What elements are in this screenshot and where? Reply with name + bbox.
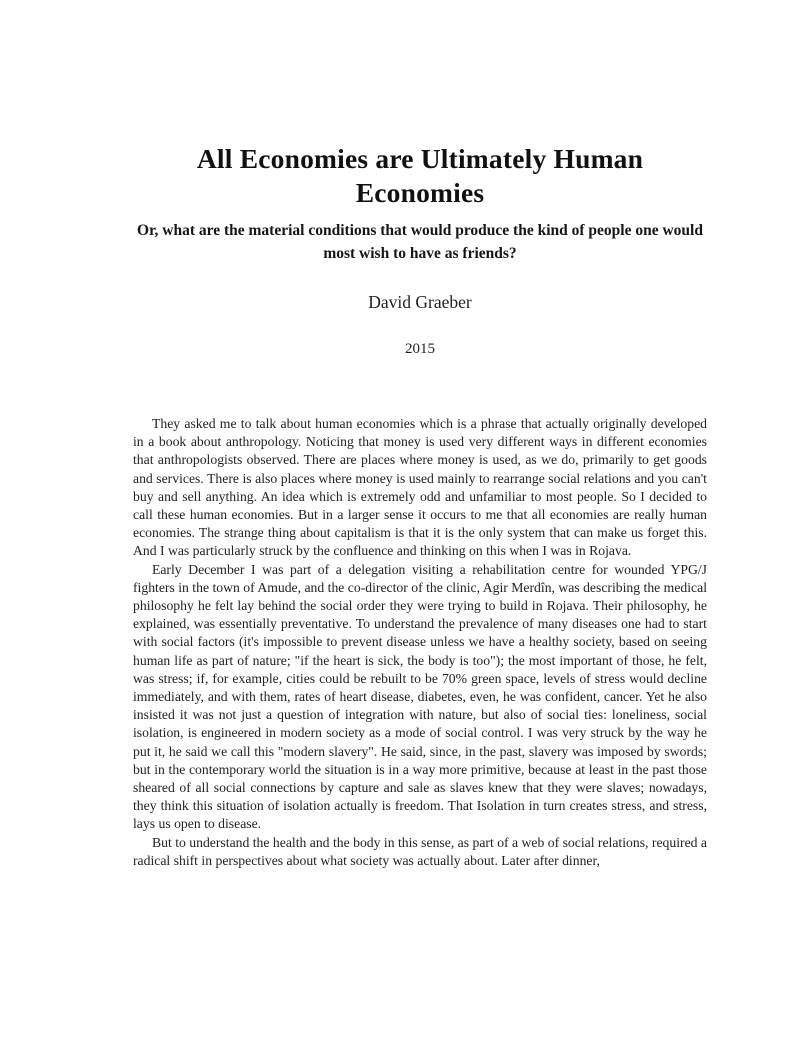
paragraph-1: They asked me to talk about human economies which is a phrase that actually originally developed in a book about anthropology. Noticing that money is used very different ways in different economies that anthropologists observed. There are places where money is used, as we do, primarily to get goods and services. There is also places where money is used mainly to rearrange social relations and you can't buy and sell anything. An idea which is extremely odd and unfamiliar to most people. So I decided to call these human economies. But in a larger sense it occurs to me that all economies are really human economies. The strange thing about capitalism is that it is the only system that can make us forget this. And I was particularly struck by the confluence and thinking on this when I was in Rojava. <box>133 416 707 559</box>
paragraph-2: Early December I was part of a delegation visiting a rehabilitation centre for wounded YPG/J fighters in the town of Amude, and the co-director of the clinic, Agir Merdîn, was describing the medical philosophy he felt lay behind the social order they were trying to build in Rojava. Their philosophy, he explained, was essentially preventative. To understand the prevalence of many diseases one had to start with social factors (it's impossible to prevent disease unless we have a healthy society, based on seeing human life as part of nature; "if the heart is sick, the body is too"); the most important of those, he felt, was stress; if, for example, cities could be rebuilt to be 70% green space, levels of stress would decline immediately, and with them, rates of heart disease, diabetes, even, he was confident, cancer. Yet he also insisted it was not just a question of integration with nature, but also of social ties: loneliness, social isolation, is engineered in modern society as a mode of social control. I was very struck by the way he put it, he said we call this "modern slavery". He said, since, in the past, slavery was imposed by swords; but in the contemporary world the situation is in a way more primitive, because at least in the past those sheared of all social connections by capture and sale as slaves knew that they were slaves; nowadays, they think this situation of isolation actually is freedom. That Isolation in turn creates stress, and stress, lays us open to disease. <box>133 561 707 832</box>
author-name: David Graeber <box>368 292 472 312</box>
page-subtitle: Or, what are the material conditions that would produce the kind of people one would most wish to have as friends? <box>137 222 703 262</box>
body-text <box>133 415 707 870</box>
text-column <box>133 0 707 870</box>
publication-year: 2015 <box>405 341 435 357</box>
paragraph-3: But to understand the health and the body in this sense, as part of a web of social relations, required a radical shift in perspectives about what society was actually about. Later after dinner, <box>133 834 707 868</box>
page-title: All Economies are Ultimately Human Economies <box>196 143 644 208</box>
